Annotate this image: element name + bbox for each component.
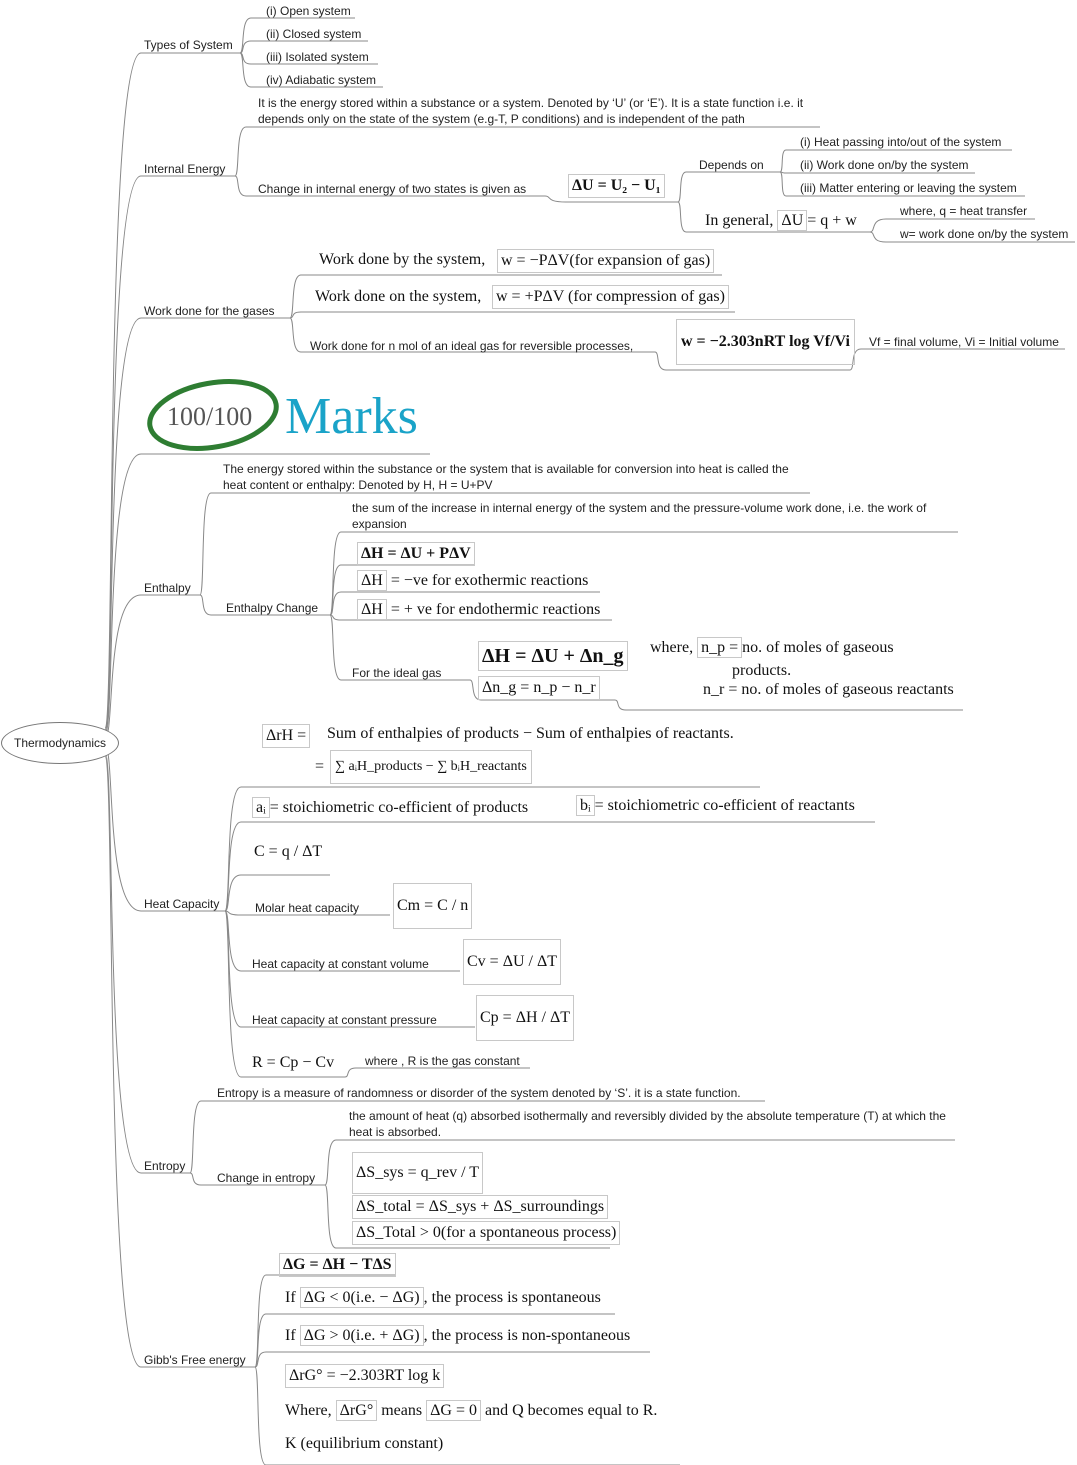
work-nmol-label: Work done for n mol of an ideal gas for reversible processes, <box>310 339 634 353</box>
connector-line <box>290 312 735 318</box>
enthalpy-change-label: Enthalpy Change <box>226 601 319 615</box>
type-item: (iv) Adiabatic system <box>266 73 377 87</box>
work-on-formula: w = +PΔV (for compression of gas) <box>492 285 729 309</box>
where-label: Where, <box>285 1402 332 1419</box>
cm-formula: Cm = C / n <box>393 883 472 929</box>
q-equals-r-text: and Q becomes equal to R. <box>484 1402 658 1419</box>
root-node[interactable]: Thermodynamics <box>1 722 119 764</box>
branch-gibbs-free-energy[interactable]: Gibb's Free energy <box>144 1353 246 1367</box>
if-label: If <box>285 1327 296 1344</box>
delta-u-formula: ΔU = U₂ − U₁ <box>568 174 665 198</box>
general-item: where, q = heat transfer <box>900 204 1028 218</box>
cp-formula: Cp = ΔH / ΔT <box>476 995 574 1041</box>
ideal-gas-formula-1: ΔH = ΔU + Δn_g <box>478 641 628 671</box>
branch-heat-capacity[interactable]: Heat Capacity <box>144 897 220 911</box>
molar-heat-capacity-label: Molar heat capacity <box>255 901 360 915</box>
branch-enthalpy[interactable]: Enthalpy <box>144 581 191 595</box>
k-note: K (equilibrium constant) <box>285 1435 444 1452</box>
connector-line <box>850 349 1065 370</box>
delta-r-h-box: ΔrH = <box>262 724 310 748</box>
work-by-formula: w = −PΔV(for expansion of gas) <box>497 249 714 273</box>
np-text: no. of moles of gaseous <box>742 639 894 656</box>
r-note: where , R is the gas constant <box>365 1054 520 1068</box>
connector-line <box>615 700 963 710</box>
bi-definition: = stoichiometric co-efficient of reactants <box>594 797 855 814</box>
general-item: w= work done on/by the system <box>900 227 1069 241</box>
branch-entropy[interactable]: Entropy <box>144 1159 186 1173</box>
ideal-gas-label: For the ideal gas <box>352 666 442 680</box>
connector-line <box>105 746 225 911</box>
type-item: (i) Open system <box>266 4 351 18</box>
enthalpy-desc: The energy stored within the substance or the system that is available for conversion into heat is called the heat content or enthalpy: Denoted by H, H = U+PV <box>223 462 789 492</box>
logo <box>145 375 435 455</box>
connector-line <box>105 756 255 1367</box>
ai-definition: = stoichiometric co-efficient of products <box>269 799 529 816</box>
enthalpy-formula-1: ΔH = ΔU + PΔV <box>357 542 475 566</box>
delta-u-box: ΔU <box>777 210 807 231</box>
ai-box: aᵢ <box>252 797 270 818</box>
entropy-change-label: Change in entropy <box>217 1171 316 1185</box>
dg-zero-box: ΔG = 0 <box>426 1400 481 1421</box>
work-on-label: Work done on the system, <box>315 288 482 305</box>
in-general-formula <box>705 211 857 231</box>
exothermic-text: = −ve for exothermic reactions <box>390 572 589 589</box>
depends-item: (i) Heat passing into/out of the system <box>800 135 1002 149</box>
work-by-label: Work done by the system, <box>319 251 486 268</box>
exothermic-formula <box>357 571 588 591</box>
cp-label: Heat capacity at constant pressure <box>252 1013 437 1027</box>
internal-change-label: Change in internal energy of two states is given as <box>258 182 527 196</box>
np-box: n_p = <box>697 637 742 658</box>
branch-types-of-system[interactable]: Types of System <box>144 38 233 52</box>
bi-box: bᵢ <box>576 795 595 816</box>
enthalpy-change-desc: the sum of the increase in internal energy of the system and the pressure-volume work done, i.e. the work of expansion <box>352 501 927 531</box>
entropy-formula-1: ΔS_sys = q_rev / T <box>352 1152 483 1194</box>
np-definition <box>650 638 894 658</box>
branch-internal-energy[interactable]: Internal Energy <box>144 162 226 176</box>
r-formula: R = Cp − Cv <box>252 1054 335 1071</box>
type-item: (iii) Isolated system <box>266 50 369 64</box>
logo-number: 100/100 <box>167 402 253 431</box>
delta-h-box: ΔH <box>357 570 387 591</box>
connector-line <box>345 1068 530 1077</box>
spontaneous-text: , the process is spontaneous <box>423 1289 601 1306</box>
drg-box: ΔrG° <box>336 1400 378 1421</box>
entropy-change-desc: the amount of heat (q) absorbed isothermally and reversibly divided by the absolute temperature (T) at which the heat is absorbed. <box>349 1109 946 1139</box>
gibbs-formula: ΔG = ΔH − TΔS <box>279 1253 396 1277</box>
work-nmol-formula: w = −2.303nRT log Vf/Vi <box>676 319 855 365</box>
connector-line <box>225 822 875 911</box>
delta-h-box: ΔH <box>357 599 387 620</box>
type-item: (ii) Closed system <box>266 27 362 41</box>
depends-on-label: Depends on <box>699 158 764 172</box>
depends-item: (iii) Matter entering or leaving the system <box>800 181 1017 195</box>
endothermic-formula <box>357 600 600 620</box>
entropy-formula-3: ΔS_Total > 0(for a spontaneous process) <box>352 1221 620 1245</box>
branch-work-done[interactable]: Work done for the gases <box>144 304 275 318</box>
q-plus-w: = q + w <box>807 212 857 229</box>
endothermic-text: = + ve for endothermic reactions <box>390 601 601 618</box>
entropy-formula-2: ΔS_total = ΔS_sys + ΔS_surroundings <box>352 1195 608 1219</box>
equals-sign: = <box>315 758 325 775</box>
standard-gibbs-formula: ΔrG° = −2.303RT log k <box>285 1364 444 1388</box>
dg-negative-box: ΔG < 0(i.e. − ΔG) <box>300 1287 424 1308</box>
cv-label: Heat capacity at constant volume <box>252 957 429 971</box>
non-spontaneous-text: , the process is non-spontaneous <box>423 1327 631 1344</box>
logo-word: Marks <box>285 388 418 445</box>
sum-formula: ∑ aᵢH_products − ∑ bᵢH_reactants <box>330 750 532 784</box>
if-label: If <box>285 1289 296 1306</box>
connector-line <box>678 172 780 202</box>
in-general-label: In general, <box>705 212 774 229</box>
cv-formula: Cv = ΔU / ΔT <box>463 939 561 985</box>
depends-item: (ii) Work done on/by the system <box>800 158 969 172</box>
internal-energy-desc: It is the energy stored within a substance or a system. Denoted by ‘U’ (or ‘E’). It is a state function i.e. it depends only on the state of the system (e.g-T, P conditions) and is independent of the path <box>258 96 804 126</box>
connector-line <box>105 752 190 1173</box>
volumes-note: Vf = final volume, Vi = Initial volume <box>869 335 1059 349</box>
dg-positive-box: ΔG > 0(i.e. + ΔG) <box>300 1325 424 1346</box>
connector-line <box>105 595 200 738</box>
c-formula: C = q / ΔT <box>254 843 323 860</box>
connector-line <box>780 172 975 173</box>
reaction-enthalpy-text: Sum of enthalpies of products − Sum of enthalpies of reactants. <box>327 725 734 742</box>
nr-definition: n_r = no. of moles of gaseous reactants <box>703 681 954 698</box>
entropy-desc: Entropy is a measure of randomness or disorder of the system denoted by ‘S’. it is a state function. <box>217 1086 741 1100</box>
where-label: where, <box>650 639 694 656</box>
means-label: means <box>381 1402 423 1419</box>
np-text-2: products. <box>732 662 792 679</box>
ideal-gas-formula-2: Δn_g = n_p − n_r <box>478 676 600 700</box>
